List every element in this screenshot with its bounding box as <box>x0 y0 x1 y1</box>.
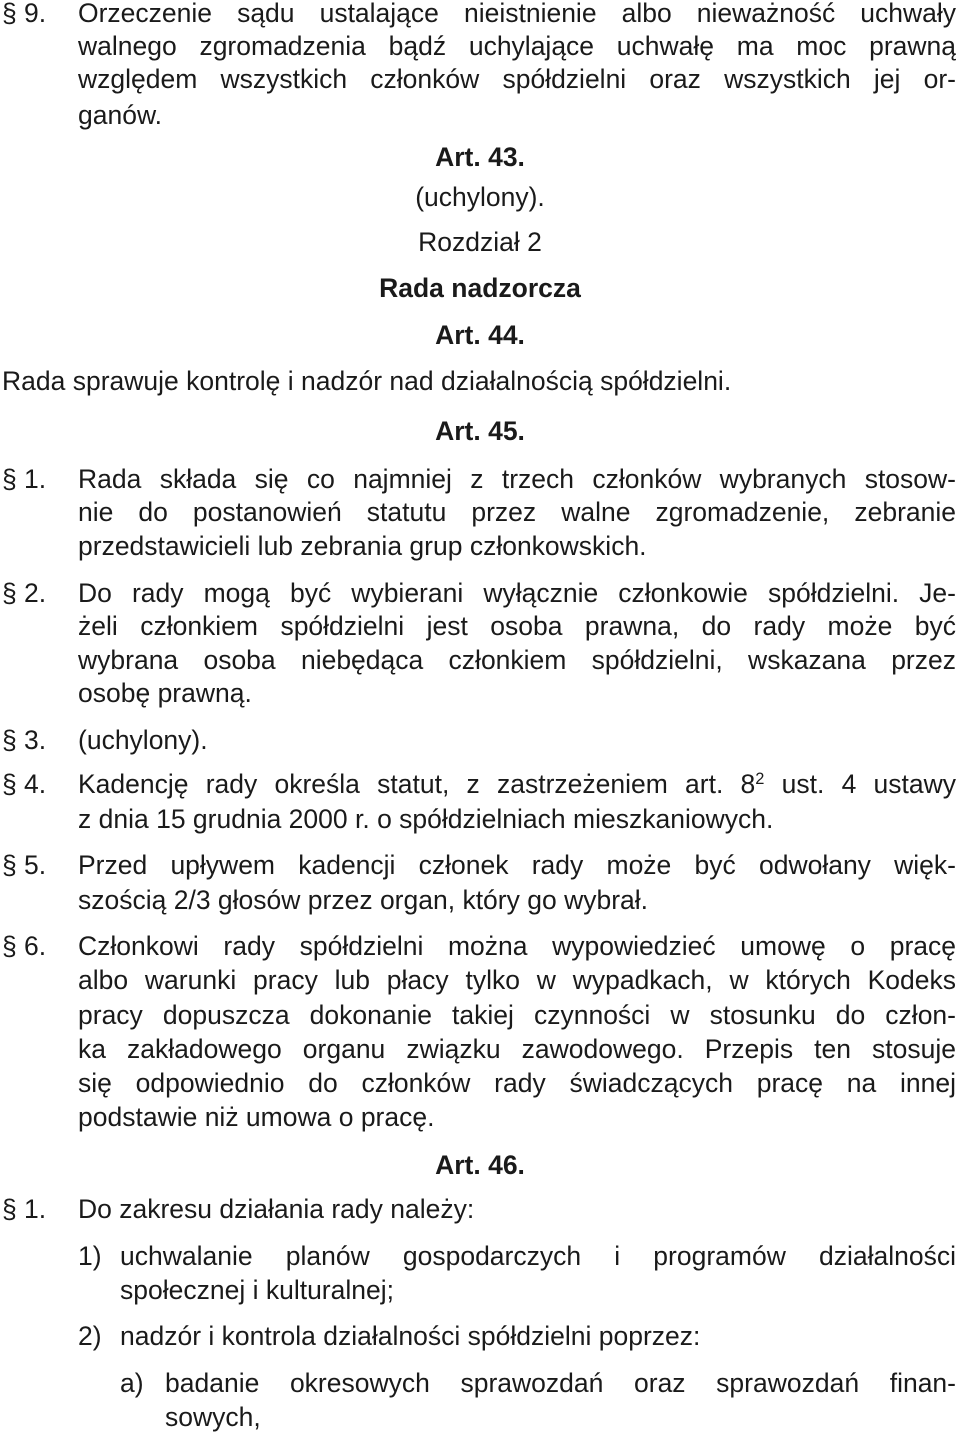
text-line: Do rady mogą być wybierani wyłącznie członkowie spółdzielni. Je- <box>78 578 956 608</box>
text-line: Orzeczenie sądu ustalające nieistnienie albo nieważność uchwały <box>78 0 956 28</box>
text-line: z dnia 15 grudnia 2000 r. o spółdzielniach mieszkaniowych. <box>78 804 774 834</box>
text-line: podstawie niż umowa o pracę. <box>78 1102 435 1132</box>
article-text: (uchylony). <box>415 182 545 212</box>
text-segment: ust. 4 ustawy <box>764 769 957 799</box>
text-line: Przed upływem kadencji członek rady może być odwołany więk- <box>78 850 956 880</box>
text-line: się odpowiednio do członków rady świadczących pracę na innej <box>78 1068 956 1098</box>
paragraph-number: 5. <box>24 850 47 880</box>
text-segment: Kadencję rady określa statut, z zastrzeżeniem art. 8 <box>78 769 756 799</box>
list-marker: 2) <box>78 1321 102 1351</box>
text-line: sowych, <box>165 1402 261 1432</box>
text-line: badanie okresowych sprawozdań oraz sprawozdań finan- <box>165 1368 956 1398</box>
text-line: pracy dopuszcza dokonanie takiej czynności w stosunku do człon- <box>78 1000 956 1030</box>
text-line: osobę prawną. <box>78 678 252 708</box>
text-line: szością 2/3 głosów przez organ, który go wybrał. <box>78 885 649 915</box>
article-heading: Art. 45. <box>435 416 525 446</box>
article-heading: Art. 44. <box>435 320 525 350</box>
text-line: (uchylony). <box>78 725 208 755</box>
paragraph-number: 6. <box>24 931 47 961</box>
paragraph-number: 3. <box>24 725 47 755</box>
list-marker: 1) <box>78 1241 102 1271</box>
paragraph-number: 4. <box>24 769 47 799</box>
article-heading: Art. 43. <box>435 142 525 172</box>
chapter-number: Rozdział 2 <box>418 227 542 257</box>
section-sign: § <box>2 464 17 494</box>
chapter-title: Rada nadzorcza <box>379 273 581 303</box>
text-line: nadzór i kontrola działalności spółdzielni poprzez: <box>120 1321 701 1351</box>
section-sign: § <box>2 850 17 880</box>
text-line: nie do postanowień statutu przez walne zgromadzenie, zebranie <box>78 497 956 527</box>
paragraph-number: 2. <box>24 578 47 608</box>
list-marker: a) <box>120 1368 144 1398</box>
text-line: albo warunki pracy lub płacy tylko w wypadkach, w których Kodeks <box>78 965 956 995</box>
paragraph-number: 1. <box>24 1194 47 1224</box>
text-line: żeli członkiem spółdzielni jest osoba prawna, do rady może być <box>78 611 956 641</box>
section-sign: § <box>2 578 17 608</box>
section-sign: § <box>2 931 17 961</box>
section-sign: § <box>2 0 17 28</box>
text-line: względem wszystkich członków spółdzielni oraz wszystkich jej or- <box>78 64 956 94</box>
article-text: Rada sprawuje kontrolę i nadzór nad działalnością spółdzielni. <box>2 366 732 396</box>
article-heading: Art. 46. <box>435 1150 525 1180</box>
text-line: przedstawicieli lub zebrania grup członkowskich. <box>78 531 647 561</box>
text-line: uchwalanie planów gospodarczych i programów działalności <box>120 1241 956 1271</box>
text-line: walnego zgromadzenia bądź uchylające uchwałę ma moc prawną <box>78 31 956 61</box>
text-line: Do zakresu działania rady należy: <box>78 1194 475 1224</box>
superscript: 2 <box>755 769 765 788</box>
text-line: Rada składa się co najmniej z trzech członków wybranych stosow- <box>78 464 956 494</box>
paragraph-number: 1. <box>24 464 47 494</box>
section-sign: § <box>2 769 17 799</box>
text-line: wybrana osoba niebędąca członkiem spółdzielni, wskazana przez <box>78 645 956 675</box>
paragraph-number: 9. <box>24 0 47 28</box>
text-line: społecznej i kulturalnej; <box>120 1275 394 1305</box>
section-sign: § <box>2 725 17 755</box>
section-sign: § <box>2 1194 17 1224</box>
text-line: ka zakładowego organu związku zawodowego. Przepis ten stosuje <box>78 1034 956 1064</box>
text-line <box>78 767 956 801</box>
text-line: ganów. <box>78 100 162 130</box>
text-line: Członkowi rady spółdzielni można wypowiedzieć umowę o pracę <box>78 931 956 961</box>
